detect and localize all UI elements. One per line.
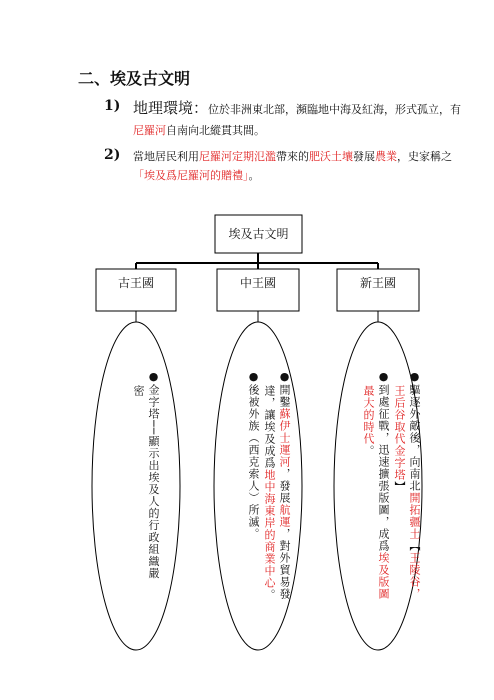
text-segment: 王后谷取代金字塔: [393, 385, 406, 481]
text-segment: 尼羅河定期氾濫: [199, 150, 276, 163]
middle-kingdom-column-3: [246, 370, 261, 540]
text-segment: 肥沃土壤: [309, 150, 353, 163]
text-segment: 帶來的: [276, 150, 309, 163]
section-heading: 二、埃及古文明: [78, 69, 191, 88]
ellipse-old-kingdom: [92, 322, 180, 650]
middle-kingdom-label: 中王國: [239, 276, 276, 290]
new-kingdom-label: 新王國: [359, 276, 396, 290]
text-segment: 王陵谷，: [408, 552, 421, 600]
text-segment: ●金字塔──顯示出埃及人的行政組織嚴: [147, 370, 160, 580]
text-segment: ●開鑿: [278, 370, 291, 408]
text-segment: ，發展: [278, 468, 291, 504]
text-segment: 地中海東岸的商業中心: [263, 469, 276, 589]
text-segment: 當地居民利用: [133, 150, 199, 163]
new-kingdom-column-1: [407, 370, 422, 600]
old-kingdom-column-2: [131, 385, 146, 397]
text-segment: ●驅逐外敵後，向南北: [408, 370, 421, 492]
text-segment: 【: [408, 540, 421, 552]
old-kingdom-label: 古王國: [117, 276, 154, 290]
text-segment: 達，讓埃及成爲: [263, 385, 276, 469]
item-2-number: 2): [104, 147, 121, 163]
text-segment: 密: [132, 385, 145, 397]
text-segment: 。: [362, 445, 375, 457]
text-segment: 尼羅河: [133, 124, 166, 137]
text-segment: ，史家稱之: [397, 150, 452, 163]
text-segment: ，對外貿易發: [278, 528, 291, 600]
middle-kingdom-column-2: [262, 385, 277, 601]
new-kingdom-column-4: [361, 385, 376, 457]
text-segment: ●到處征戰，迅速擴張版圖，成爲: [377, 370, 390, 552]
text-segment: 】: [393, 481, 406, 493]
text-segment: 最大的時代: [362, 385, 375, 445]
item-1-number: 1): [104, 98, 121, 114]
text-segment: 開拓疆土: [408, 492, 421, 540]
old-kingdom-column-1: [146, 370, 161, 579]
new-kingdom-column-2: [392, 385, 407, 493]
text-segment: 。: [248, 169, 260, 182]
middle-kingdom-column-1: [277, 370, 292, 600]
text-segment: 農業: [375, 150, 397, 163]
text-segment: 埃及版圖: [377, 552, 390, 600]
text-segment: 地理環境：: [133, 99, 209, 117]
root-label: 埃及古文明: [228, 227, 289, 241]
text-segment: 。: [263, 589, 276, 601]
new-kingdom-column-3: [376, 370, 391, 600]
text-segment: 自南向北縱貫其間。: [166, 124, 265, 137]
text-segment: 蘇伊士運河: [278, 408, 291, 468]
text-segment: 「埃及爲尼羅河的贈禮」: [133, 169, 249, 182]
text-segment: 航運: [278, 504, 291, 528]
text-segment: 位於非洲東北部，瀕臨地中海及紅海，形式孤立，有: [208, 103, 462, 116]
text-segment: ●後被外族（西克索人）所滅。: [247, 370, 260, 540]
text-segment: 發展: [353, 150, 375, 163]
